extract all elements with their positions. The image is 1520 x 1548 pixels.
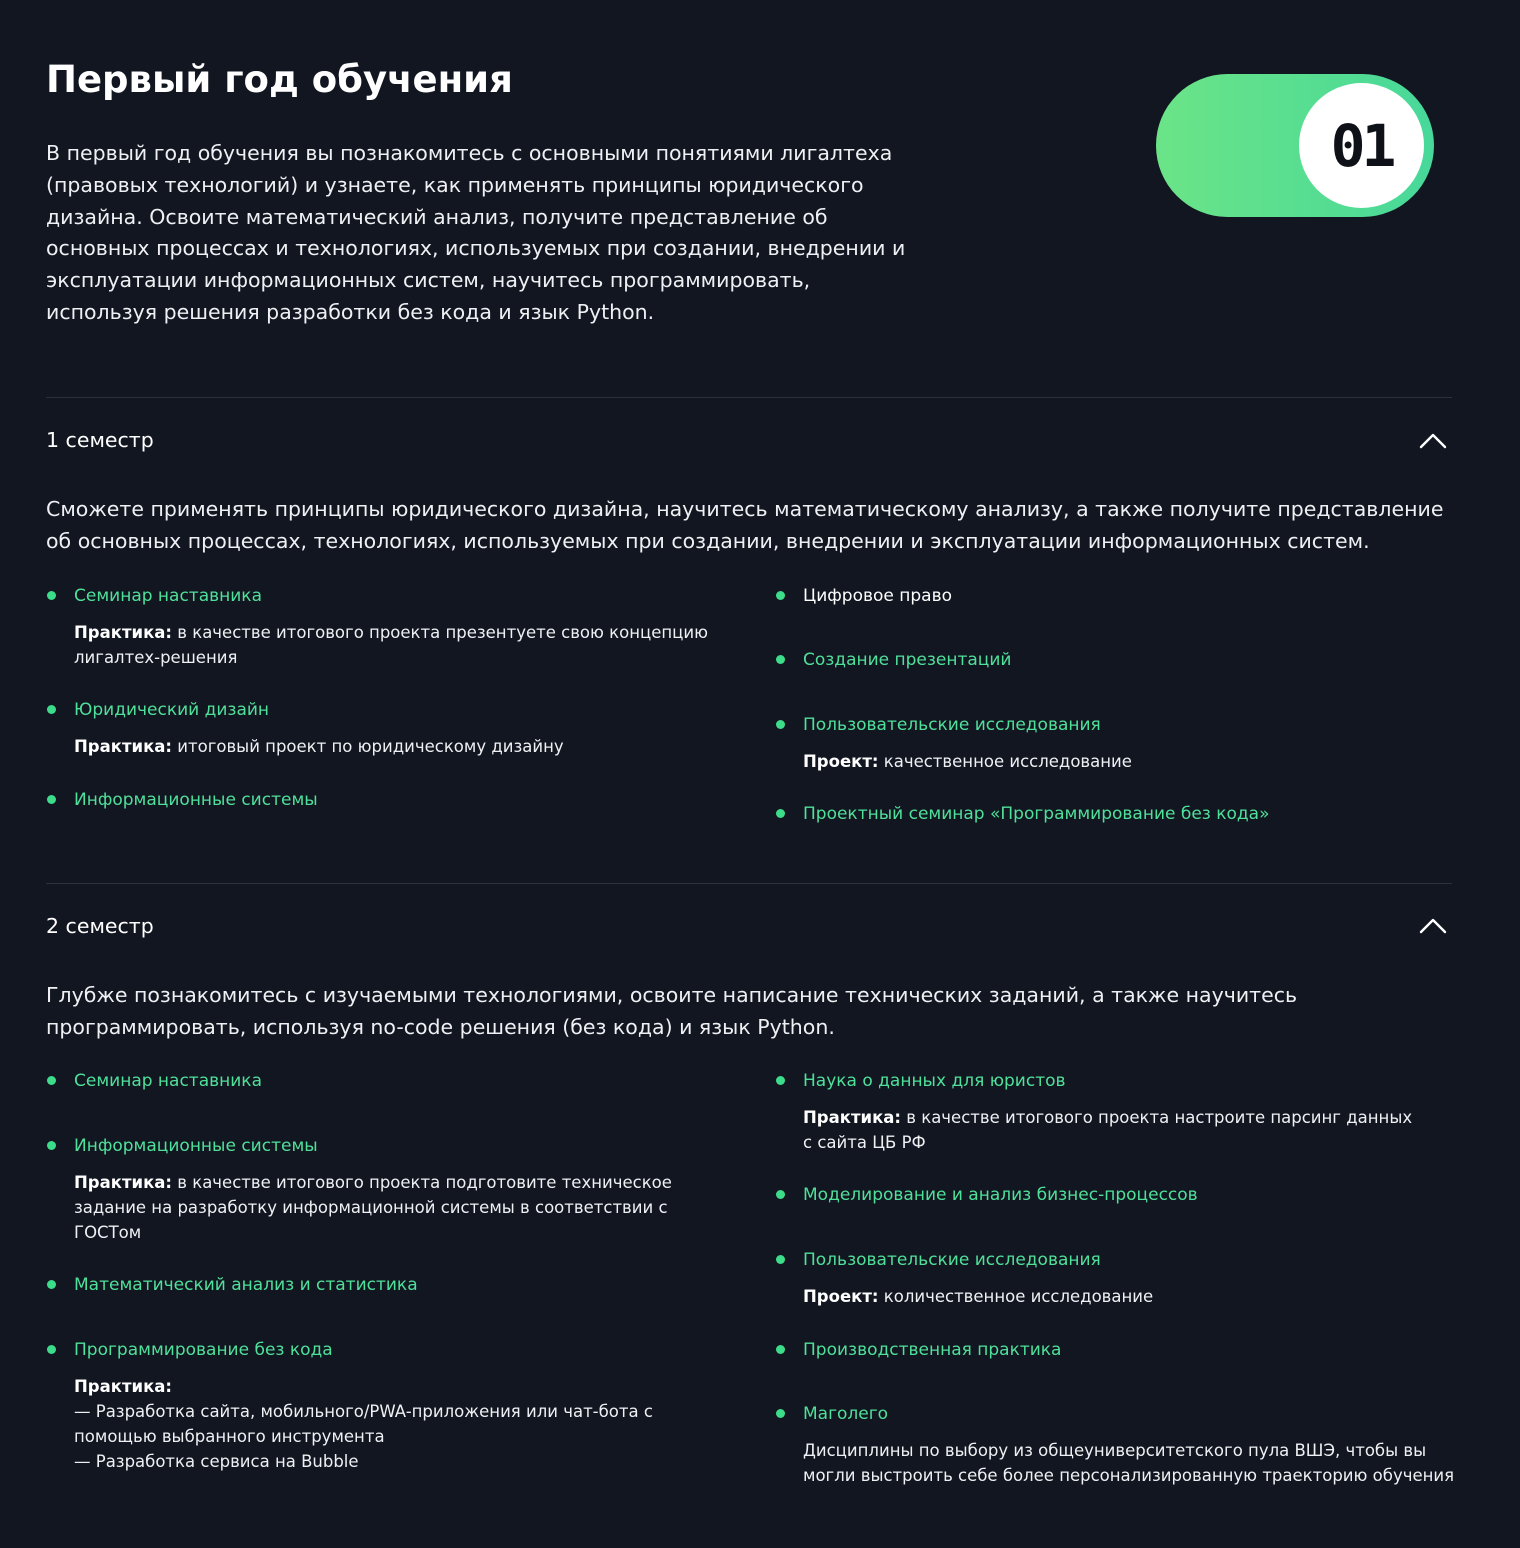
course-item [46, 1134, 686, 1245]
bullet-dot [776, 809, 785, 818]
bullet-dot [776, 1409, 785, 1418]
semester-2-description: Глубже познакомитесь с изучаемыми технологиями, освоите написание технических заданий, а также научитесь программировать, используя no-code решения (без кода) и язык Python. [46, 983, 1298, 1039]
course-item [775, 1338, 1435, 1362]
course-link[interactable]: Маголего [803, 1404, 889, 1424]
course-note: Практика: итоговый проект по юридическому дизайну [74, 737, 564, 756]
course-link[interactable]: Семинар наставника [74, 586, 262, 606]
course-note: Проект: качественное исследование [803, 752, 1132, 771]
section-divider [46, 883, 1452, 884]
course-item [775, 584, 1455, 608]
bullet-dot [776, 1255, 785, 1264]
bullet-dot [776, 1190, 785, 1199]
course-item [46, 1069, 686, 1093]
page-title: Первый год обучения [46, 58, 513, 101]
bullet-dot [47, 591, 56, 600]
bullet-dot [776, 1076, 785, 1085]
bullet-dot [47, 795, 56, 804]
year-number: 01 [1330, 111, 1393, 180]
course-note: Проект: количественное исследование [803, 1287, 1154, 1306]
semester-1-description: Сможете применять принципы юридического дизайна, научитесь математическому анализу, а также получите представление об основных процессах, технологиях, используемых при создании, внедрении и эксплуатации информационных систем. [46, 497, 1444, 553]
course-item [46, 788, 746, 812]
course-link[interactable]: Проектный семинар «Программирование без кода» [803, 804, 1270, 824]
course-item [46, 1338, 686, 1474]
chevron-up-icon[interactable] [1418, 915, 1448, 935]
course-note: Практика: в качестве итогового проекта презентуете свою концепцию лигалтех-решения [74, 623, 709, 667]
semester-2-title[interactable]: 2 семестр [46, 914, 154, 938]
course-item [775, 1248, 1435, 1309]
course-link[interactable]: Создание презентаций [803, 650, 1012, 670]
course-link[interactable]: Наука о данных для юристов [803, 1071, 1066, 1091]
course-note: Дисциплины по выбору из общеуниверситетского пула ВШЭ, чтобы вы могли выстроить себе более персонализированную траекторию обучения [803, 1441, 1455, 1485]
course-link[interactable]: Моделирование и анализ бизнес-процессов [803, 1185, 1198, 1205]
course-link[interactable]: Информационные системы [74, 790, 318, 810]
course-note: Практика: — Разработка сайта, мобильного/PWA-приложения или чат-бота с помощью выбранного инструмента — Разработка сервиса на Bubble [74, 1377, 653, 1471]
course-title: Цифровое право [803, 586, 952, 606]
bullet-dot [776, 591, 785, 600]
course-link[interactable]: Производственная практика [803, 1340, 1062, 1360]
course-link[interactable]: Юридический дизайн [74, 700, 270, 720]
bullet-dot [47, 1076, 56, 1085]
course-link[interactable]: Пользовательские исследования [803, 715, 1101, 735]
year-number-circle [1299, 83, 1424, 208]
course-item [46, 584, 746, 670]
course-link[interactable]: Пользовательские исследования [803, 1250, 1101, 1270]
bullet-dot [776, 720, 785, 729]
course-link[interactable]: Программирование без кода [74, 1340, 333, 1360]
course-item [46, 1273, 686, 1297]
chevron-up-icon[interactable] [1418, 430, 1448, 450]
course-item [775, 1069, 1435, 1155]
course-item [775, 1402, 1475, 1488]
course-link[interactable]: Математический анализ и статистика [74, 1275, 418, 1295]
year-intro-text: В первый год обучения вы познакомитесь с основными понятиями лигалтеха (правовых технологий) и узнаете, как применять принципы юридического дизайна. Освоите математический анализ, получите представление об основных процессах и технологиях, используемых при создании, внедрении и эксплуатации информационных систем, научитесь программировать, используя решения разработки без кода и язык Python. [46, 141, 906, 324]
course-item [775, 713, 1455, 774]
course-note: Практика: в качестве итогового проекта подготовите техническое задание на разработку информационной системы в соответствии с ГОСТом [74, 1173, 672, 1242]
course-item [775, 802, 1455, 826]
course-item [775, 1183, 1435, 1207]
bullet-dot [47, 1345, 56, 1354]
bullet-dot [776, 655, 785, 664]
bullet-dot [776, 1345, 785, 1354]
bullet-dot [47, 705, 56, 714]
course-note: Практика: в качестве итогового проекта настроите парсинг данных с сайта ЦБ РФ [803, 1108, 1413, 1152]
course-item [775, 648, 1455, 672]
bullet-dot [47, 1280, 56, 1289]
course-item [46, 698, 746, 759]
course-link[interactable]: Информационные системы [74, 1136, 318, 1156]
bullet-dot [47, 1141, 56, 1150]
section-divider [46, 397, 1452, 398]
semester-1-title[interactable]: 1 семестр [46, 428, 154, 452]
year-number-badge [1156, 74, 1434, 217]
course-link[interactable]: Семинар наставника [74, 1071, 262, 1091]
